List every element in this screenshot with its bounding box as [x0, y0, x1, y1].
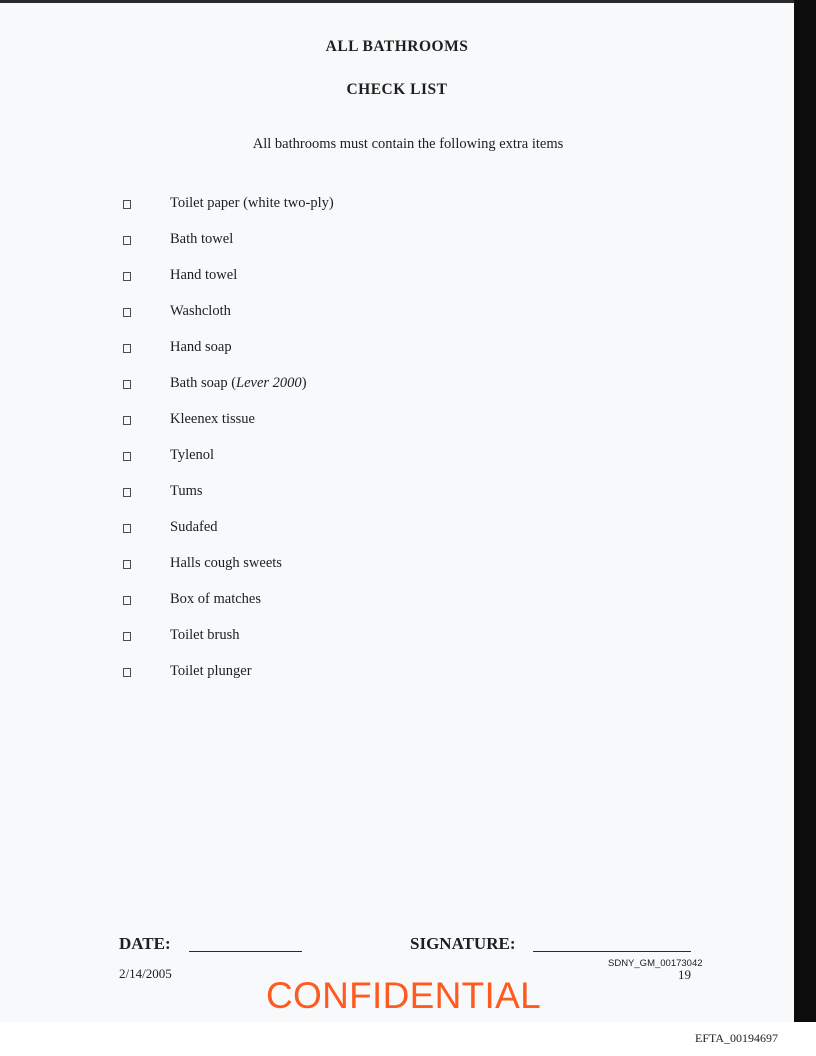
confidential-stamp: CONFIDENTIAL	[266, 975, 541, 1016]
checklist-item-label: Box of matches	[170, 591, 262, 607]
date-blank-line	[189, 951, 302, 952]
checkbox-icon[interactable]	[123, 668, 131, 677]
checklist-item-label: Sudafed	[170, 519, 218, 535]
checklist-item-label: Washcloth	[170, 303, 231, 319]
checkbox-icon[interactable]	[123, 632, 131, 641]
scan-top-edge	[0, 0, 794, 3]
checkbox-icon[interactable]	[123, 416, 131, 425]
checklist-item-label: Hand towel	[170, 267, 238, 283]
checkbox-icon[interactable]	[123, 560, 131, 569]
checklist-item-label: Tylenol	[170, 447, 215, 463]
checklist-item	[0, 627, 700, 651]
checklist-item	[0, 339, 700, 363]
checklist-item-label: Halls cough sweets	[170, 555, 282, 571]
bates-number: SDNY_GM_00173042	[608, 958, 703, 969]
checklist-item-label: Bath soap (Lever 2000)	[170, 375, 307, 391]
checklist-item	[0, 591, 700, 615]
date-label: DATE:	[119, 934, 171, 953]
checkbox-icon[interactable]	[123, 308, 131, 317]
checklist-item-label: Toilet plunger	[170, 663, 252, 679]
checklist-item	[0, 519, 700, 543]
checkbox-icon[interactable]	[123, 380, 131, 389]
checkbox-icon[interactable]	[123, 200, 131, 209]
checklist-item	[0, 411, 700, 435]
checkbox-icon[interactable]	[123, 236, 131, 245]
efta-number: EFTA_00194697	[695, 1031, 779, 1045]
signature-blank-line	[533, 951, 691, 952]
signature-label: SIGNATURE:	[410, 934, 516, 953]
footer-date: 2/14/2005	[119, 966, 172, 981]
checklist-item-label: Hand soap	[170, 339, 232, 355]
checklist-item	[0, 195, 700, 219]
checkbox-icon[interactable]	[123, 344, 131, 353]
checklist-item	[0, 483, 700, 507]
checklist-item-label: Toilet brush	[170, 627, 240, 643]
checklist-item	[0, 231, 700, 255]
checkbox-icon[interactable]	[123, 524, 131, 533]
checkbox-icon[interactable]	[123, 272, 131, 281]
document-title: ALL BATHROOMS	[325, 38, 469, 55]
checkbox-icon[interactable]	[123, 488, 131, 497]
checklist-item	[0, 447, 700, 471]
document-subtitle: CHECK LIST	[346, 81, 448, 98]
page-number: 19	[678, 967, 691, 982]
instruction-text: All bathrooms must contain the following extra items	[252, 136, 564, 152]
checkbox-icon[interactable]	[123, 452, 131, 461]
checklist-item	[0, 555, 700, 579]
checklist-item-label: Bath towel	[170, 231, 234, 247]
checklist-item	[0, 267, 700, 291]
checklist-item-label: Tums	[170, 483, 203, 499]
checklist-item	[0, 303, 700, 327]
checklist-item	[0, 663, 700, 687]
checklist-item-label: Toilet paper (white two-ply)	[170, 195, 334, 211]
checklist-item	[0, 375, 700, 399]
checklist-item-label: Kleenex tissue	[170, 411, 255, 427]
checkbox-icon[interactable]	[123, 596, 131, 605]
scan-right-edge	[794, 0, 816, 1022]
